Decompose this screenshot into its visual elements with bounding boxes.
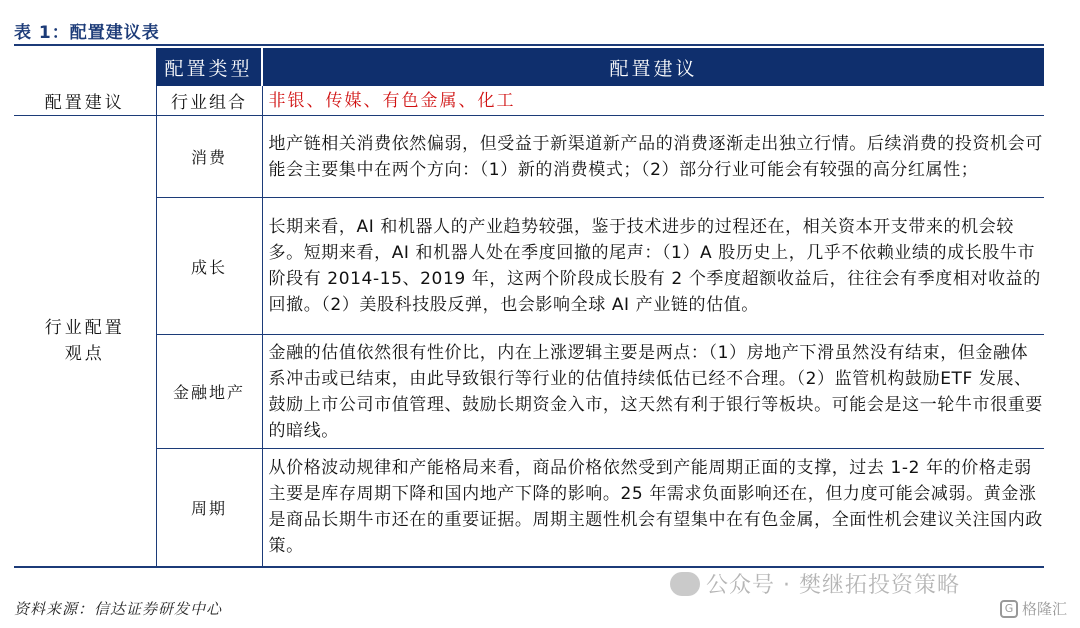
combo-label: 配置建议	[14, 86, 156, 116]
header-type: 配置类型	[156, 48, 262, 86]
brand-logo-icon: G	[1000, 600, 1018, 618]
table-row	[14, 198, 1044, 335]
allocation-table	[14, 48, 1044, 568]
row-type: 成长	[156, 198, 262, 335]
row-text: 从价格波动规律和产能格局来看，商品价格依然受到产能周期正面的支撑，过去 1-2 年的价格走弱主要是库存周期下降和国内地产下降的影响。25 年需求负面影响还在，但力度可能会减弱。黄金涨是商品长期牛市还在的重要证据。周期主题性机会有望集中在有色金属，全面性机会建议关注国内政策。	[262, 449, 1044, 567]
table-row	[14, 449, 1044, 567]
top-rule	[14, 44, 1044, 46]
table-header-row	[14, 48, 1044, 86]
row-text: 地产链相关消费依然偏弱，但受益于新渠道新产品的消费逐渐走出独立行情。后续消费的投资机会可能会主要集中在两个方向：（1）新的消费模式；（2）部分行业可能会有较强的高分红属性；	[262, 116, 1044, 198]
table-row	[14, 116, 1044, 198]
row-type: 消费	[156, 116, 262, 198]
row-type: 金融地产	[156, 335, 262, 449]
header-suggestion: 配置建议	[262, 48, 1044, 86]
viewpoint-label-text: 行业配置观点	[44, 317, 125, 364]
watermark	[670, 568, 960, 599]
watermark-text: 公众号 · 樊继拓投资策略	[706, 573, 960, 598]
row-text: 金融的估值依然很有性价比，内在上涨逻辑主要是两点：（1）房地产下滑虽然没有结束，但金融体系冲击或已结束，由此导致银行等行业的估值持续低估已经不合理。（2）监管机构鼓励ETF 发展、鼓励上市公司市值管理、鼓励长期资金入市，这天然有利于银行等板块。可能会是这一轮牛市很重要的暗线。	[262, 335, 1044, 449]
source-note: 资料来源：信达证券研发中心	[14, 600, 223, 618]
table-title: 表 1：配置建议表	[14, 23, 160, 43]
table-row	[14, 335, 1044, 449]
combo-value: 非银、传媒、有色金属、化工	[262, 86, 1044, 116]
row-type: 周期	[156, 449, 262, 567]
row-text: 长期来看，AI 和机器人的产业趋势较强，鉴于技术进步的过程还在，相关资本开支带来的机会较多。短期来看，AI 和机器人处在季度回撤的尾声：（1）A 股历史上，几乎不依赖业绩的成长股牛市阶段有 2014-15、2019 年，这两个阶段成长股有 2 个季度超额收益后，往往会有季度相对收益的回撤。（2）美股科技股反弹，也会影响全球 AI 产业链的估值。	[262, 198, 1044, 335]
brand-text: 格隆汇	[1022, 600, 1068, 618]
viewpoint-label	[14, 116, 156, 567]
combo-row	[14, 86, 1044, 116]
brand-mark	[1000, 598, 1067, 619]
combo-type: 行业组合	[156, 86, 262, 116]
header-corner	[14, 48, 156, 86]
wechat-icon	[670, 572, 700, 596]
